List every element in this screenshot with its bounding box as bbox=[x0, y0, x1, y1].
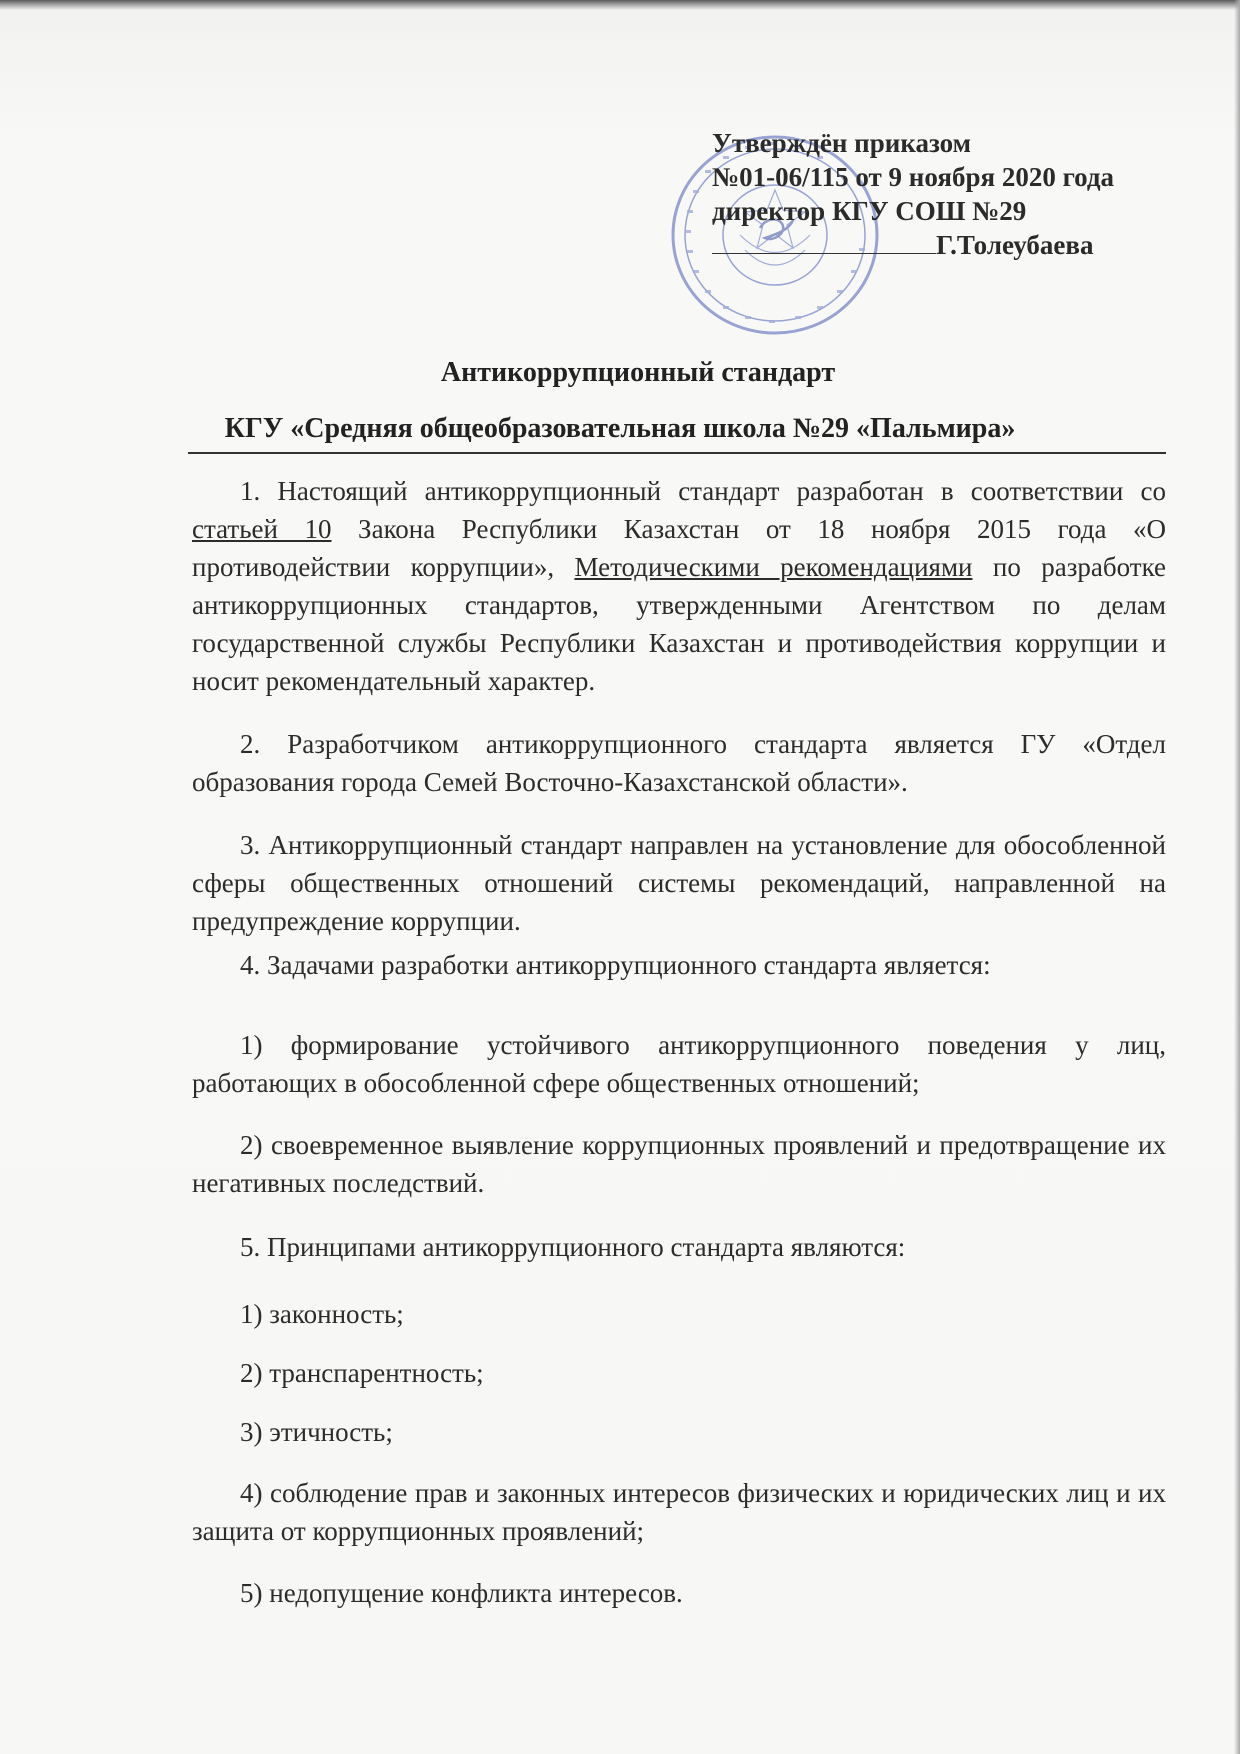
approval-line-2: №01-06/115 от 9 ноября 2020 года bbox=[712, 162, 1115, 192]
paragraph-5: 5. Принципами антикоррупционного стандарта являются: bbox=[240, 1232, 906, 1262]
principle-item-5: 5) недопущение конфликта интересов. bbox=[240, 1578, 683, 1608]
organization-title: КГУ «Средняя общеобразовательная школа №29 «Пальмира» bbox=[224, 413, 1016, 444]
scan-top-edge bbox=[0, 0, 1240, 10]
paragraph-4-item-2: 2) своевременное выявление коррупционных проявлений и предотвращение их негативных последствий. bbox=[192, 1130, 1166, 1198]
principle-item-2: 2) транспарентность; bbox=[240, 1358, 484, 1388]
paragraph-1-text-a: 1. Настоящий антикоррупционный стандарт разработан в соответствии со bbox=[240, 476, 1166, 506]
signer-name: Г.Толеубаева bbox=[936, 230, 1094, 260]
paragraph-1-text-b: Закона Республики Казахстан от 18 ноября 2015 года «О противодействии коррупции», bbox=[192, 514, 1166, 582]
signature-row bbox=[712, 228, 1114, 262]
paragraph-4-item-1: 1) формирование устойчивого антикоррупционного поведения у лиц, работающих в обособленной сфере общественных отношений; bbox=[192, 1030, 1166, 1098]
signature-line bbox=[712, 229, 936, 254]
paragraph-3: 3. Антикоррупционный стандарт направлен на установление для обособленной сферы общественных отношений системы рекомендаций, направленной на предупреждение коррупции. bbox=[192, 830, 1166, 936]
principle-item-3: 3) этичность; bbox=[240, 1417, 393, 1447]
principle-item-4: 4) соблюдение прав и законных интересов физических и юридических лиц и их защита от коррупционных проявлений; bbox=[192, 1478, 1166, 1546]
paragraph-1 bbox=[192, 472, 1166, 700]
title-divider bbox=[188, 452, 1166, 454]
law-article-link[interactable]: статьей 10 bbox=[192, 514, 332, 544]
methodical-recommendations-link[interactable]: Методическими рекомендациями bbox=[574, 552, 973, 582]
principle-item-1: 1) законность; bbox=[240, 1299, 404, 1329]
paragraph-1-text-c: по разработке антикоррупционных стандартов, утвержденными Агентством по делам государственной службы Республики Казахстан и противодействия коррупции и носит рекомендательный характер. bbox=[192, 552, 1166, 696]
document-title: Антикоррупционный стандарт bbox=[440, 357, 836, 388]
approval-line-1: Утверждён приказом bbox=[712, 128, 972, 158]
scan-right-edge bbox=[1234, 0, 1240, 1754]
paragraph-2: 2. Разработчиком антикоррупционного стандарта является ГУ «Отдел образования города Семей Восточно-Казахстанской области». bbox=[192, 729, 1166, 797]
approval-line-3: директор КГУ СОШ №29 bbox=[712, 196, 1027, 226]
approval-block bbox=[712, 126, 1114, 262]
paragraph-4: 4. Задачами разработки антикоррупционного стандарта является: bbox=[240, 950, 991, 980]
